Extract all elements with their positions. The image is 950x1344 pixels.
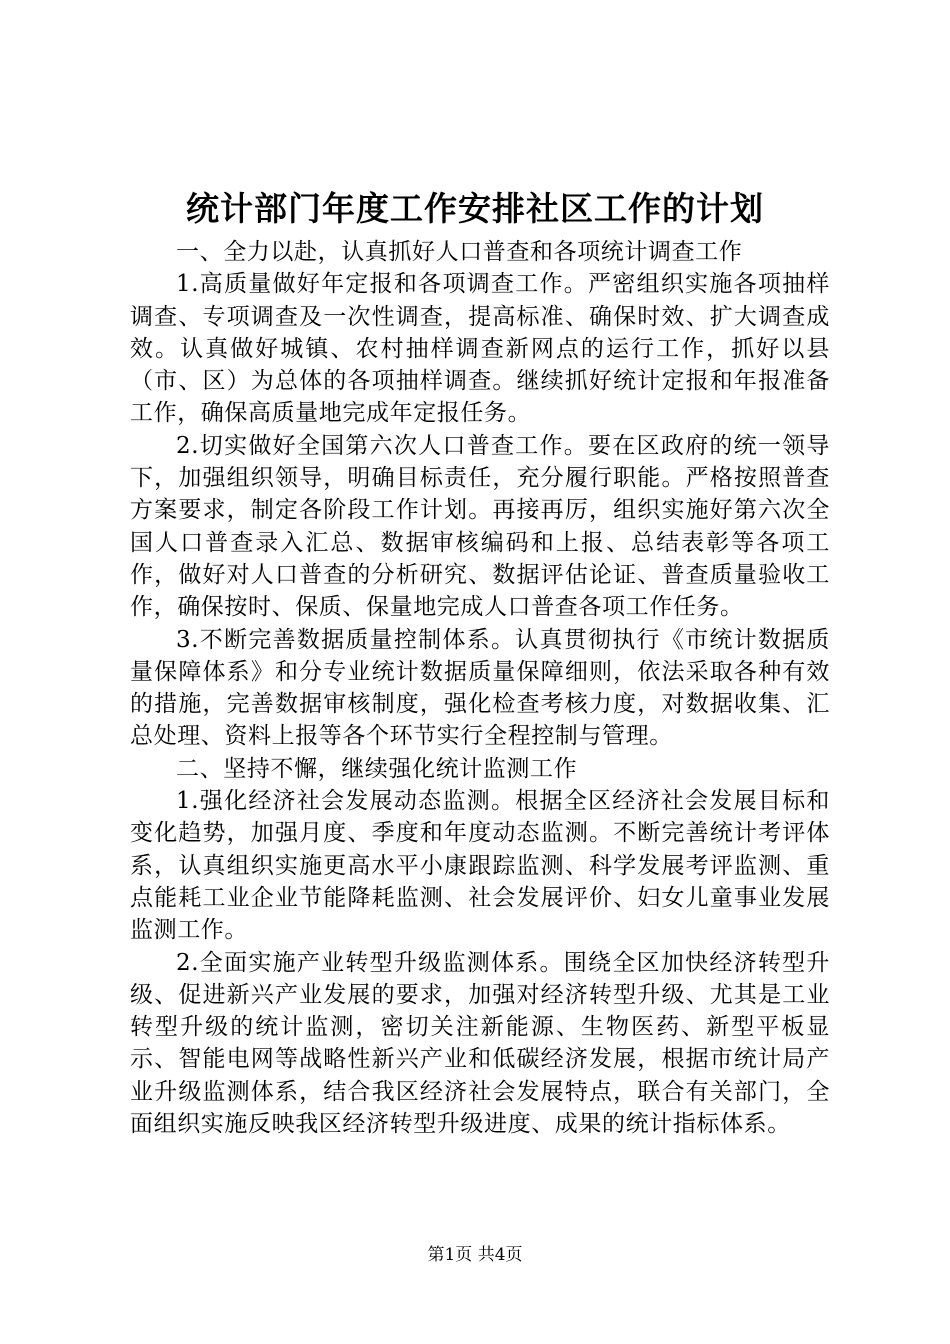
paragraph: 1.强化经济社会发展动态监测。根据全区经济社会发展目标和变化趋势，加强月度、季度和年度动态监测。不断完善统计考评体系，认真组织实施更高水平小康跟踪监测、科学发展考评监测、重点能耗工业企业节能降耗监测、社会发展评价、妇女儿童事业发展监测工作。 — [130, 788, 830, 944]
section-heading-2: 二、坚持不懈，继续强化统计监测工作 — [176, 755, 578, 782]
paragraph: 2.全面实施产业转型升级监测体系。围绕全区加快经济转型升级、促进新兴产业发展的要求，加强对经济转型升级、尤其是工业转型升级的统计监测，密切关注新能源、生物医药、新型平板显示、智能电网等战略性新兴产业和低碳经济发展，根据市统计局产业升级监测体系，结合我区经济社会发展特点，联合有关部门，全面组织实施反映我区经济转型升级进度、成果的统计指标体系。 — [130, 949, 830, 1138]
paragraph: 1.高质量做好年定报和各项调查工作。严密组织实施各项抽样调查、专项调查及一次性调查，提高标准、确保时效、扩大调查成效。认真做好城镇、农村抽样调查新网点的运行工作，抓好以县（市、区）为总体的各项抽样调查。继续抓好统计定报和年报准备工作，确保高质量地完成年定报任务。 — [130, 271, 830, 427]
document-body — [130, 236, 830, 1140]
page-footer: 第1页 共4页 — [427, 1245, 523, 1265]
section-heading-1: 一、全力以赴，认真抓好人口普查和各项统计调查工作 — [176, 239, 743, 265]
document-title: 统计部门年度工作安排社区工作的计划 — [186, 189, 764, 228]
paragraph: 2.切实做好全国第六次人口普查工作。要在区政府的统一领导下，加强组织领导，明确目标责任，充分履行职能。严格按照普查方案要求，制定各阶段工作计划。再接再厉，组织实施好第六次全国人口普查录入汇总、数据审核编码和上报、总结表彰等各项工作，做好对人口普查的分析研究、数据评估论证、普查质量验收工作，确保按时、保质、保量地完成人口普查各项工作任务。 — [130, 432, 830, 621]
paragraph: 3.不断完善数据质量控制体系。认真贯彻执行《市统计数据质量保障体系》和分专业统计数据质量保障细则，依法采取各种有效的措施，完善数据审核制度，强化检查考核力度，对数据收集、汇总处理、资料上报等各个环节实行全程控制与管理。 — [130, 626, 830, 750]
